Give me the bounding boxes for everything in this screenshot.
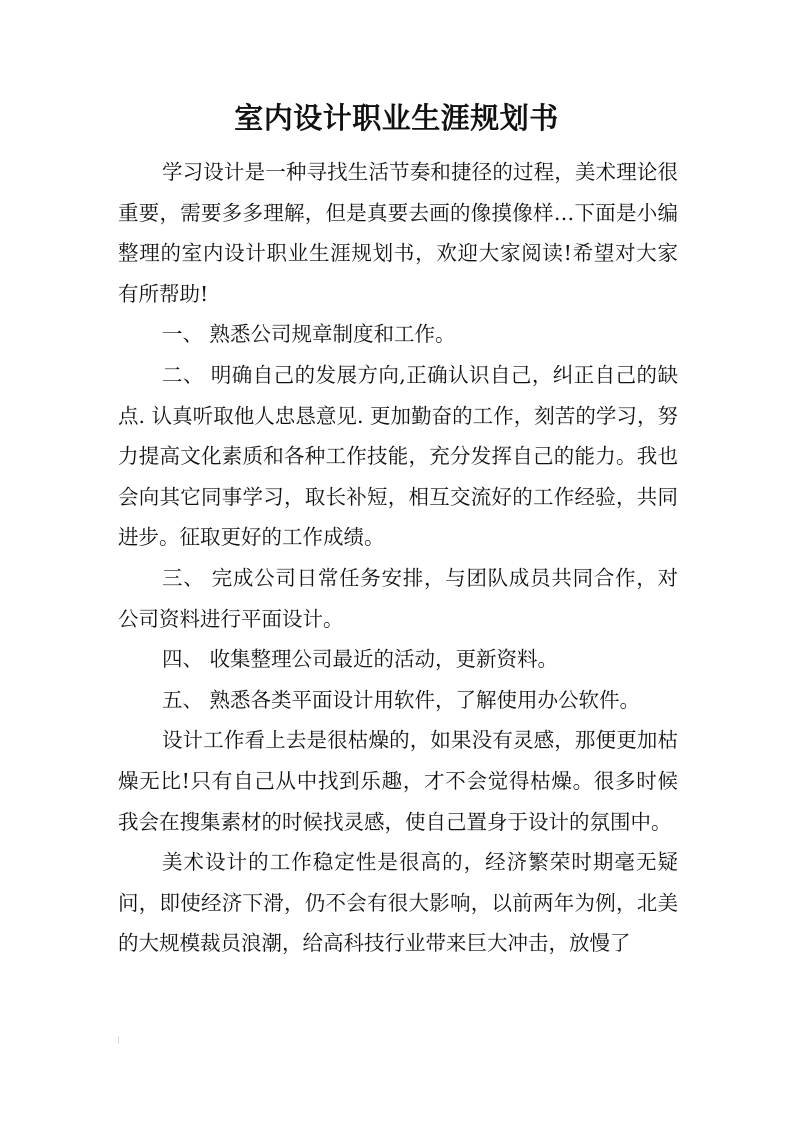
paragraph-stability: 美术设计的工作稳定性是很高的，经济繁荣时期毫无疑问，即使经济下滑，仍不会有很大影响，以前两年为例，北美的大规模裁员浪潮，给高科技行业带来巨大冲击，放慢了	[118, 850, 678, 956]
list-item-1: 一、 熟悉公司规章制度和工作。	[162, 322, 456, 347]
margin-mark	[118, 1036, 119, 1044]
list-item-3: 三、 完成公司日常任务安排，与团队成员共同合作，对公司资料进行平面设计。	[118, 565, 678, 631]
list-item-2: 二、 明确自己的发展方向,正确认识自己，纠正自己的缺点. 认真听取他人忠恳意见. 更加勤奋的工作，刻苦的学习，努力提高文化素质和各种工作技能，充分发挥自己的能力。我也会向其它同事学习，取长补短，相互交流好的工作经验，共同进步。征取更好的工作成绩。	[118, 362, 678, 550]
paragraph-inspiration: 设计工作看上去是很枯燥的，如果没有灵感，那便更加枯燥无比!只有自己从中找到乐趣，才不会觉得枯燥。很多时候我会在搜集素材的时候找灵感，使自己置身于设计的氛围中。	[118, 728, 678, 834]
document-body	[118, 152, 678, 964]
document-title: 室内设计职业生涯规划书	[234, 101, 559, 135]
intro-paragraph: 学习设计是一种寻找生活节奏和捷径的过程，美术理论很重要，需要多多理解，但是真要去画的像摸像样…下面是小编整理的室内设计职业生涯规划书，欢迎大家阅读!希望对大家有所帮助!	[118, 160, 678, 306]
list-item-5: 五、 熟悉各类平面设计用软件，了解使用办公软件。	[162, 687, 641, 712]
list-item-4: 四、 收集整理公司最近的活动，更新资料。	[162, 647, 559, 672]
